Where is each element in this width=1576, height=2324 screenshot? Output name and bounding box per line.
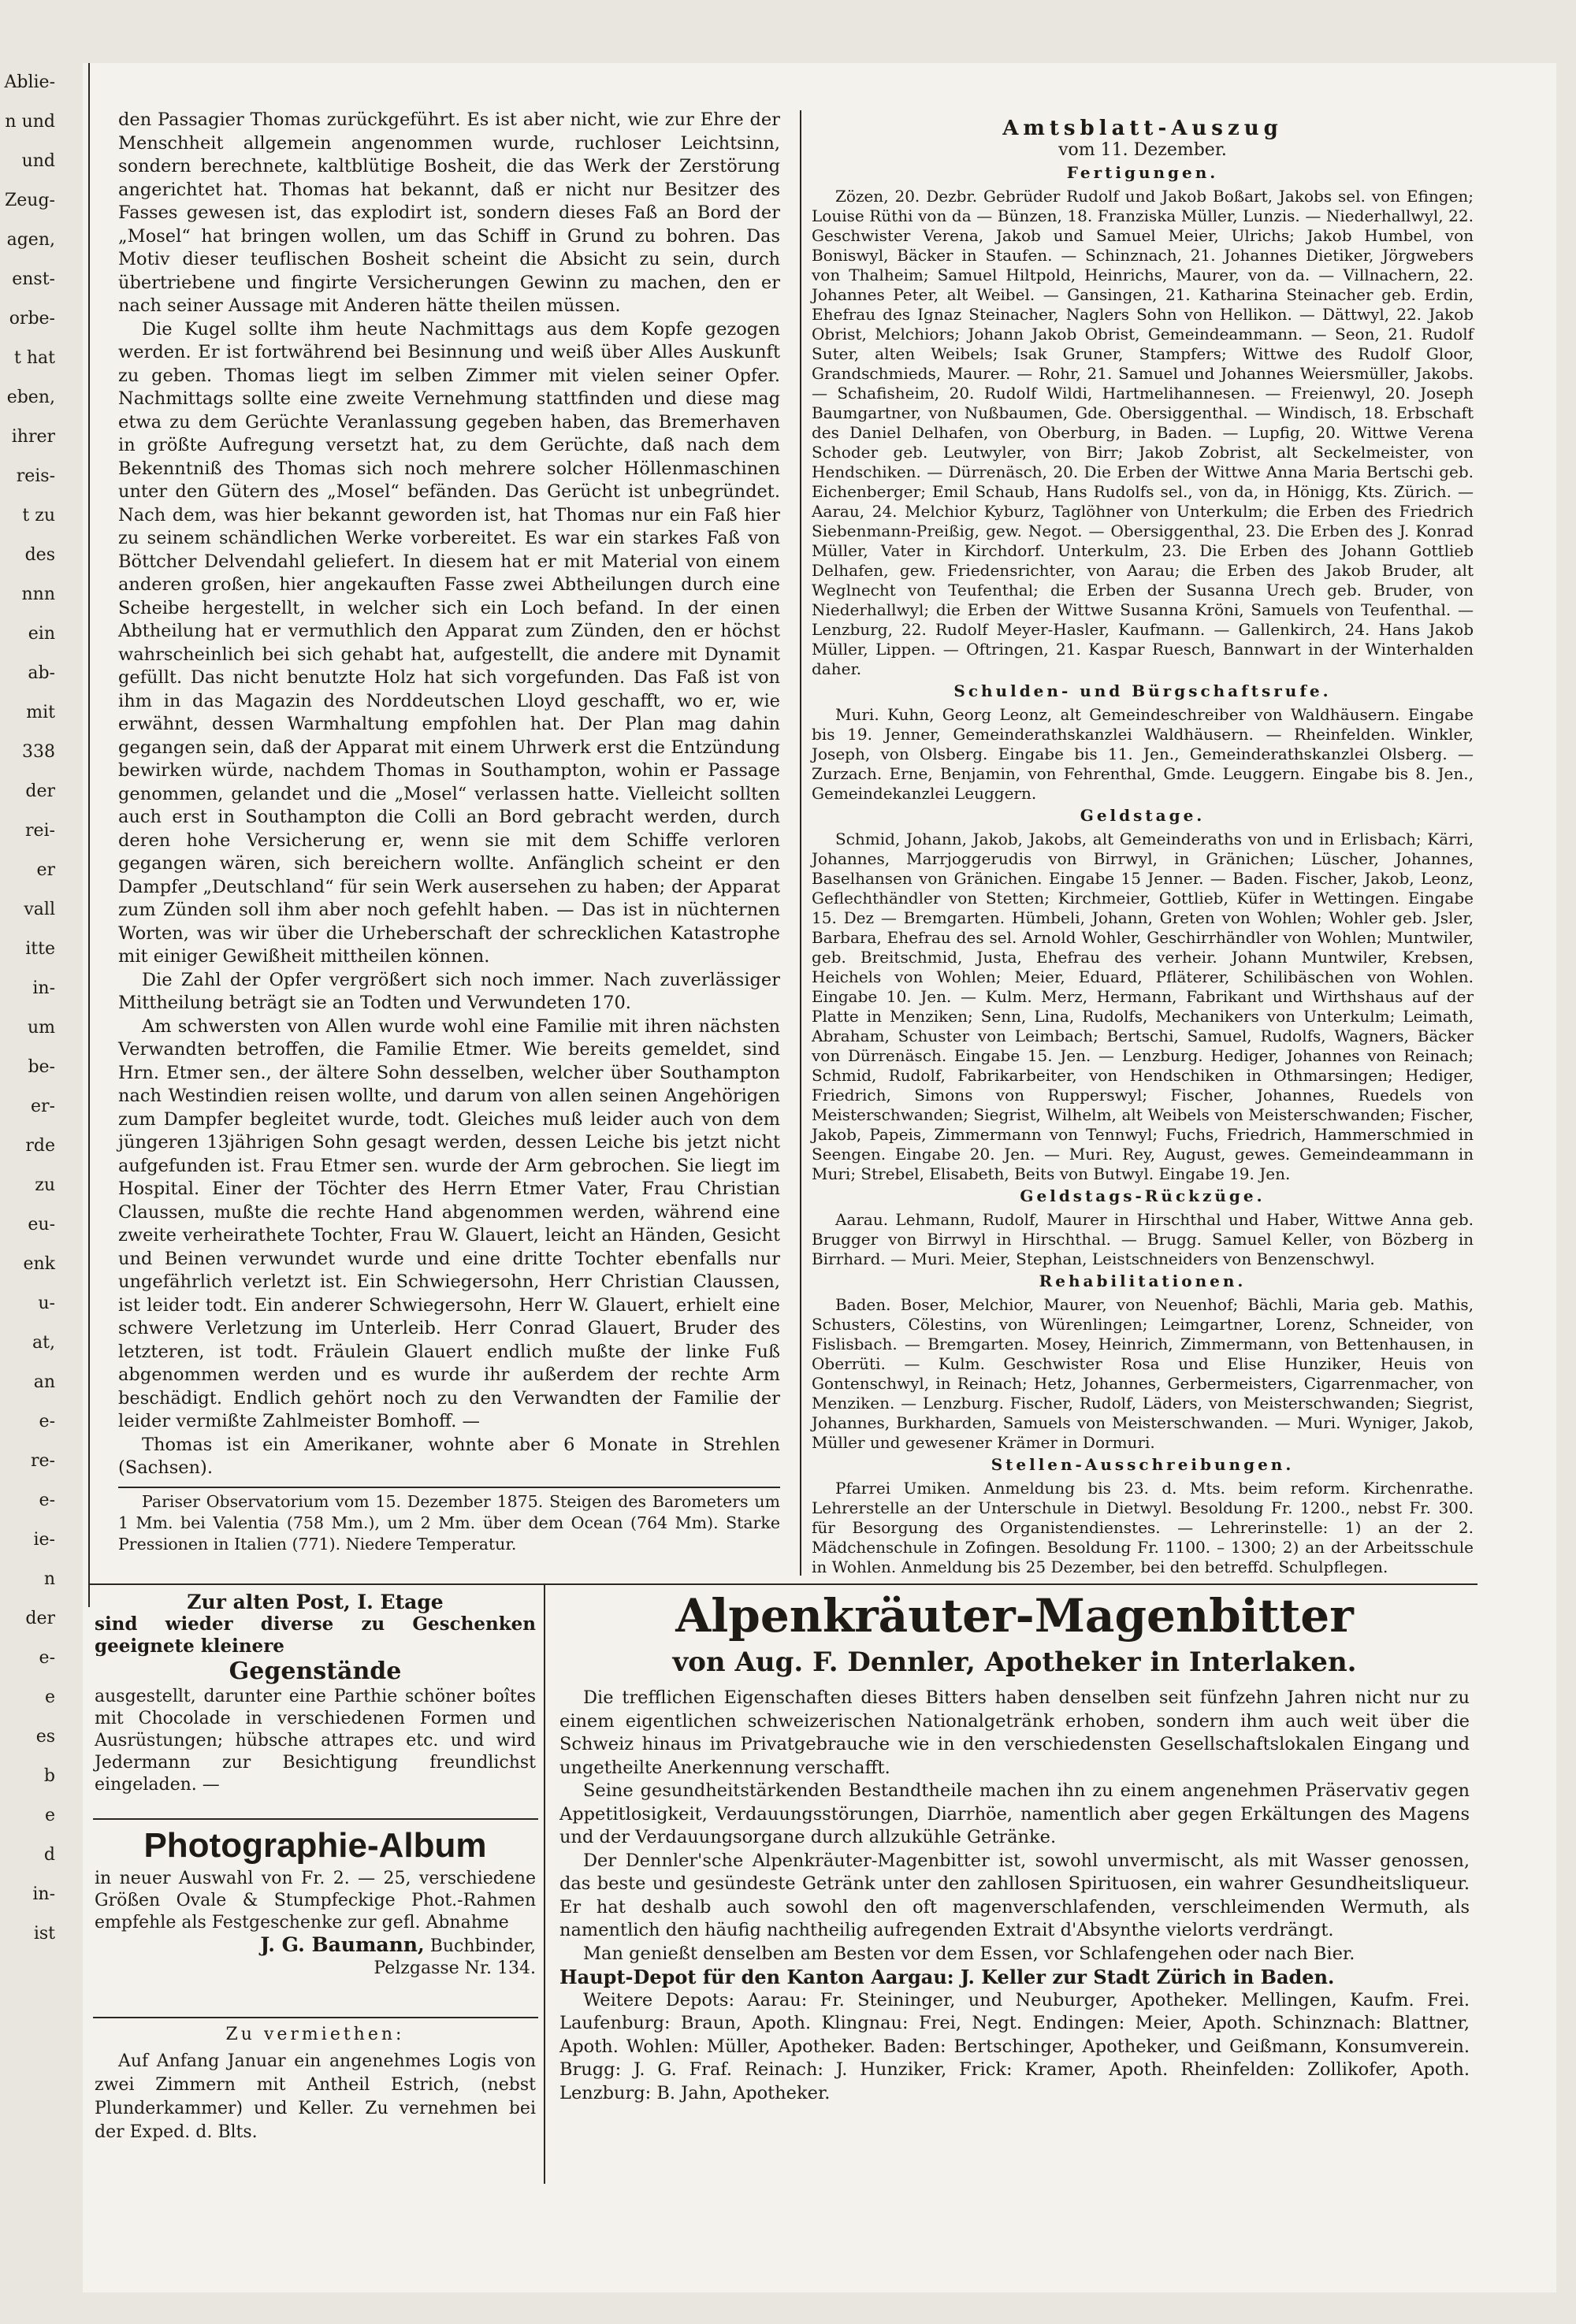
margin-fragment: reis- <box>16 466 55 486</box>
article-paragraph-3: Die Zahl der Opfer vergrößert sich noch immer. Nach zuverlässiger Mittheilung beträgt sie an Todten und Verwundeten 170. <box>118 969 780 1013</box>
margin-fragment: ist <box>33 1924 55 1943</box>
ad-album-body: in neuer Auswahl von Fr. 2. — 25, verschiedene Größen Ovale & Stumpfeckige Phot.-Rahmen empfehle als Festgeschenke zur gefl. Abnahme <box>95 1869 536 1932</box>
article-paragraph-1: den Passagier Thomas zurückgeführt. Es ist aber nicht, wie zur Ehre der Menschheit allgemein angenommen wurde, ruchloser Leichtsinn, sondern berechnete, kaltblütige Bosheit, die das Werk der Zerstörung angerichtet hat. Thomas hat bekannt, daß er nicht nur Besitzer des Fasses gewesen ist, das explodirt ist, sondern dieses Faß an Bord der „Mosel“ hat bringen wollen, um das Schiff in Grund zu bohren. Das Motiv dieser teuflischen Bosheit scheint die Absicht zu sein, durch übertriebene und fingirte Versicherungen Gewinn zu machen, den er nach seiner Aussage mit Anderen hätte theilen müssen. <box>118 110 780 316</box>
margin-fragment: re- <box>31 1451 55 1471</box>
margin-fragment: zu <box>35 1175 55 1195</box>
margin-fragment: eben, <box>6 388 55 407</box>
margin-fragment: u- <box>38 1294 55 1313</box>
margin-fragment: n und <box>5 112 55 132</box>
ad-bitter-paragraph-1: Die trefflichen Eigenschaften dieses Bitters haben denselben seit fünfzehn Jahren nicht nur zu einem eigentlichen schweizerischen Nationalgetränk erhoben, sondern ihm auch weit über die Schweiz hinaus im Privatgebrauche wie in den verschiedensten Gesellschaftslokalen Eingang und ungetheilte Anerkennung verschafft. <box>559 1687 1470 1778</box>
left-margin-fragments <box>0 63 55 1943</box>
margin-fragment: rde <box>25 1136 55 1156</box>
article-paragraph-4: Am schwersten von Allen wurde wohl eine Familie mit ihren nächsten Verwandten betroffen, die Familie Etmer. Wie bereits gemeldet, sind Hrn. Etmer sen., der ältere Sohn desselben, welcher über Southampton nach Westindien reisen wollte, und darum von allen seinen Angehörigen zum Dampfer begleitet wurde, todt. Gleiches muß leider auch von dem jüngeren 13jährigen Sohn gesagt werden, dessen Leiche bis jetzt nicht aufgefunden ist. Frau Etmer sen. wurde der Arm gebrochen. Sie liegt im Hospital. Einer der Töchter des Herrn Etmer Vater, Frau Christian Claussen, mußte die rechte Hand abgenommen werden, während eine zweite verheirathete Tochter, Frau W. Glauert, leicht an Händen, Gesicht und Beinen verwundet wurde und eine dritte Tochter ebenfalls nur ungefährlich verletzt ist. Ein Schwiegersohn, Herr Christian Claussen, ist leider todt. Ein anderer Schwiegersohn, Herr W. Glauert, erhielt eine schwere Verletzung im Unterleib. Herr Conrad Glauert, Bruder des letzteren, ist todt. Fräulein Glauert endlich mußte der linke Fuß abgenommen werden und es wurde ihr außerdem der rechte Arm beschädigt. Endlich gehört noch zu den Verwandten der Familie der leider vermißte Zahlmeister Bomhoff. — <box>118 1015 780 1431</box>
margin-fragment: t zu <box>22 506 55 525</box>
ad-post-headline: Gegenstände <box>229 1658 402 1685</box>
ad-separator-2 <box>93 2017 538 2018</box>
article-paragraph-2: Die Kugel sollte ihm heute Nachmittags aus dem Kopfe gezogen werden. Er ist fortwährend bei Besinnung und weiß über Alles Auskunft zu geben. Thomas liegt im selben Zimmer mit vielen seiner Opfer. Nachmittags sollte eine zweite Vernehmung stattfinden und diese mag etwa zu dem Gerüchte Veranlassung gegeben haben, das Bremerhaven in größte Aufregung versetzt hat, zu dem Gerüchte, daß nach dem Bekenntniß des Thomas sich noch mehrere solcher Höllenmaschinen unter den Gütern des „Mosel“ befänden. Das Gerücht ist unbegründet. Nach dem, was hier bekannt geworden ist, hat Thomas nur ein Faß hier zu seinem schändlichen Werke vorbereitet. Es war ein starkes Faß von Böttcher Delvendahl geliefert. In diesem hat er mit Material von einem anderen großen, hier angekauften Fasse zwei Abtheilungen durch eine Scheibe hergestellt, in welcher sich ein Loch befand. In der einen Abtheilung hat er vermuthlich den Apparat zum Zünden, den er höchst wahrscheinlich bei sich gehabt hat, aufgestellt, die andere mit Dynamit gefüllt. Das nicht benutzte Holz hat sich vorgefunden. Das Faß ist von ihm in das Magazin des Norddeutschen Lloyd geschafft, wo er, wie erwähnt, dessen Warmhaltung empfohlen hat. Der Plan mag dahin gegangen sein, daß der Apparat mit einem Uhrwerk erst die Entzündung bewirken würde, nachdem Thomas in Southampton, wohin er Passage genommen, gelandet und die „Mosel“ verlassen hatte. Vielleicht sollten auch erst in Southampton die Colli an Bord gebracht werden, durch deren hohe Versicherung er, wenn sie mit dem Schiffe verloren gegangen wären, sich bereichern wollte. Anfänglich scheint er den Dampfer „Deutschland“ für sein Werk ausersehen zu haben; der Apparat zum Zünden soll ihm aber noch gefehlt haben. — Das ist in nüchternen Worten, was wir über die Urheberschaft der schrecklichen Katastrophe mit einiger Gewißheit mittheilen können. <box>118 318 780 967</box>
margin-fragment: an <box>33 1372 55 1392</box>
ad-bitter-paragraph-4: Man genießt denselben am Besten vor dem Essen, vor Schlafengehen oder nach Bier. <box>583 1943 1355 1964</box>
weather-rule <box>118 1487 780 1488</box>
section-text-rehabilitationen: Baden. Boser, Melchior, Maurer, von Neuenhof; Bächli, Maria geb. Mathis, Schusters, Cölestins, von Würenlingen; Leimgartner, Lorenz, Schneider, von Fislisbach. — Bremgarten. Mosey, Heinrich, Zimmermann, von Bettenhausen, in Oberrüti. — Kulm. Geschwister Rosa und Elise Hunziker, Heuis von Gontenschwyl, in Reinach; Hetz, Johannes, Gerbermeisters, Cigarrenmacher, von Menziken. — Lenzburg. Fischer, Rudolf, Läders, von Meisterschwanden; Siegrist, Johannes, Burkharden, Samuels von Meisterschwanden. — Muri. Wyniger, Jakob, Müller und gewesener Krämer in Dormuri. <box>812 1295 1474 1452</box>
ad-album-trade: Buchbinder, <box>429 1936 536 1956</box>
section-text-fertigungen: Zözen, 20. Dezbr. Gebrüder Rudolf und Jakob Boßart, Jakobs sel. von Efingen; Louise Rüthi von da — Bünzen, 18. Franziska Müller, Lunzis. — Niederhallwyl, 22. Geschwister Verena, Jakob und Samuel Meier, Ulrichs; Jakob Humbel, von Boniswyl, Bäcker in Staufen. — Schinznach, 21. Johannes Dietiker, Jörgwebers von Thalheim; Samuel Hiltpold, Heinrichs, Maurer, von da. — Villnachern, 22. Johannes Peter, alt Weibel. — Gansingen, 21. Katharina Steinacher geb. Erdin, Ehefrau des Ignaz Steinacher, Naglers Sohn von Hellikon. — Dättwyl, 22. Jakob Obrist, Melchiors; Johann Jakob Obrist, Gemeindeammann. — Seon, 21. Rudolf Suter, alten Weibels; Isak Gruner, Stampfers; Wittwe des Rudolf Gloor, Grandschmieds, Maurer. — Rohr, 21. Samuel und Johannes Weiersmüller, Jakobs. — Schafisheim, 20. Rudolf Wildi, Hartmelihannesen. — Freienwyl, 20. Joseph Baumgartner, von Nußbaumen, Gde. Obersiggenthal. — Windisch, 18. Erbschaft des Daniel Delhafen, von Oberburg, in Baden. — Lupfig, 20. Wittwe Verena Schoder geb. Leutwyler, von Birr; Jakob Zobrist, alt Seckelmeister, von Hendschiken. — Dürrenäsch, 20. Die Erben der Wittwe Anna Maria Bertschi geb. Eichenberger; Emil Schaub, Hans Rudolfs sel., von da, in Hönigg, Kts. Zürich. — Aarau, 24. Melchior Kyburz, Taglöhner von Unterkulm; die Erben des Friedrich Siebenmann-Preißig, gew. Negot. — Obersiggenthal, 23. Die Erben des J. Konrad Müller, Vater in Kirchdorf. Unterkulm, 23. Die Erben des Johann Gottlieb Delhafen, gew. Friedensrichter, von Aarau; die Erben des Jakob Bruder, alt Weglnecht von Teufenthal; die Erben der Susanna Urech geb. Bruder, von Niederhallwyl; die Erben der Wittwe Susanna Kröni, Samuels von Teufenthal. — Lenzburg, 22. Rudolf Meyer-Hasler, Kaufmann. — Gallenkirch, 24. Hans Jakob Müller, Lippen. — Oftringen, 21. Kaspar Ruesch, Bannwart in der Winterhalden daher. <box>812 187 1474 678</box>
margin-fragment: e <box>44 1806 55 1825</box>
margin-fragment: der <box>25 781 55 801</box>
section-heading-geldstage: Geldstage. <box>1080 806 1206 825</box>
section-text-schulden: Muri. Kuhn, Georg Leonz, alt Gemeindeschreiber von Waldhäusern. Eingabe bis 19. Jenner, Gemeinderathskanzlei Waldhäusern. — Rheinfelden. Winkler, Joseph, von Olsberg. Eingabe bis 11. Jen., Gemeinderathskanzlei Olsberg. — Zurzach. Erne, Benjamin, von Fehrenthal, Gmde. Leuggern. Eingabe bis 8. Jen., Gemeindekanzlei Leuggern. <box>812 705 1474 803</box>
margin-fragment: und <box>21 151 55 171</box>
ad-album-address: Pelzgasse Nr. 134. <box>374 1958 536 1978</box>
section-heading-schulden: Schulden- und Bürgschaftsrufe. <box>953 681 1332 700</box>
section-text-stellen: Pfarrei Umiken. Anmeldung bis 23. d. Mts. beim reform. Kirchenrathe. Lehrerstelle an der Unterschule in Dietwyl. Besoldung Fr. 1200., nebst Fr. 300. für Besorgung des Organistendienstes. — Lehrerinstelle: 1) an der 2. Mädchenschule in Zofingen. Besoldung Fr. 1100. – 1300; 2) an der Arbeitsschule in Wohlen. Anmeldung bis 25 Dezember, bei den betreffd. Schulpflegen. <box>812 1479 1474 1576</box>
section-heading-stellen: Stellen-Ausschreibungen. <box>991 1455 1295 1474</box>
ad-magenbitter <box>559 1587 1470 2105</box>
margin-fragment: in- <box>32 978 55 998</box>
margin-fragment: rei- <box>24 821 55 841</box>
margin-fragment: ihrer <box>11 427 55 447</box>
ad-bitter-depots: Weitere Depots: Aarau: Fr. Steininger, und Neuburger, Apotheker. Mellingen, Kaufm. Frei. Laufenburg: Braun, Apoth. Klingnau: Frei, Negt. Endingen: Meier, Apoth. Schinznach: Blattner, Apoth. Wohlen: Müller, Apotheker. Baden: Bertschinger, Apotheker, und Geißmann, Konsumverein. Brugg: J. G. Fraf. Reinach: J. Hunziker, Frick: Kramer, Apoth. Rheinfelden: Zollikofer, Apoth. Lenzburg: B. Jahn, Apotheker. <box>559 1989 1470 2103</box>
article-paragraph-5: Thomas ist ein Amerikaner, wohnte aber 6 Monate in Strehlen (Sachsen). <box>118 1434 780 1478</box>
column-divider <box>800 110 801 1576</box>
ad-bitter-paragraph-3: Der Dennler'sche Alpenkräuter-Magenbitter ist, sowohl unvermischt, als mit Wasser genossen, das beste und gesündeste Getränk unter den zahllosen Spirituosen, ein wahrer Gesundheitsliqueur. Er hat deshalb auch sowohl den oft magenverschlafenden, verschleimenden Wermuth, als namentlich den häufig nachtheilig aufregenden Extrait d'Absynthe vielorts verdrängt. <box>559 1850 1470 1940</box>
ad-photo-album <box>95 1824 536 1980</box>
margin-fragment: ab- <box>28 663 55 683</box>
ad-bitter-depot: Haupt-Depot für den Kanton Aargau: J. Keller zur Stadt Zürich in Baden. <box>559 1966 1335 1988</box>
left-edge-rule <box>88 63 90 1607</box>
ad-rent-heading: Zu vermiethen: <box>225 2025 405 2044</box>
ad-album-name: J. G. Baumann, <box>260 1933 425 1956</box>
ad-alte-post <box>95 1591 536 1796</box>
ad-rent <box>95 2023 536 2144</box>
margin-fragment: es <box>35 1727 55 1747</box>
ads-top-rule <box>88 1583 1478 1585</box>
amtsblatt-title: Amtsblatt-Auszug <box>1002 117 1283 140</box>
margin-fragment: b <box>43 1766 55 1786</box>
margin-fragment: in- <box>32 1884 55 1904</box>
margin-fragment: e <box>44 1687 55 1707</box>
margin-fragment: ie- <box>33 1530 55 1550</box>
margin-fragment: nnn <box>21 585 55 604</box>
margin-fragment: itte <box>25 939 55 959</box>
section-heading-fertigungen: Fertigungen. <box>1066 163 1219 182</box>
margin-fragment: e- <box>39 1648 55 1668</box>
margin-fragment: be- <box>28 1057 55 1077</box>
margin-fragment: t hat <box>14 348 55 368</box>
ad-post-body: ausgestellt, darunter eine Parthie schöner boîtes mit Chocolade in verschiedenen Formen und Ausrüstungen; hübsche attrapes etc. und wird Jedermann zur Besichtigung freundlichst eingeladen. — <box>95 1687 536 1795</box>
margin-fragment: um <box>27 1018 55 1038</box>
amtsblatt-date: vom 11. Dezember. <box>1058 140 1227 160</box>
ad-post-line1: sind wieder diverse zu Geschenken geeignete kleinere <box>95 1613 536 1657</box>
ads-divider <box>544 1585 545 2184</box>
ad-post-title: Zur alten Post, I. Etage <box>187 1591 444 1613</box>
margin-fragment: der <box>25 1609 55 1628</box>
margin-fragment: e- <box>39 1412 55 1431</box>
main-article <box>118 109 780 1480</box>
margin-fragment: eu- <box>28 1215 55 1234</box>
amtsblatt-column <box>812 118 1474 1577</box>
margin-fragment: er <box>36 860 55 880</box>
weather-note: Pariser Observatorium vom 15. Dezember 1875. Steigen des Barometers um 1 Mm. bei Valentia (758 Mm.), um 2 Mm. über dem Ocean (764 Mm). Starke Pressionen in Italien (771). Niedere Temperatur. <box>118 1492 780 1554</box>
section-text-geldstage: Schmid, Johann, Jakob, Jakobs, alt Gemeinderaths von und in Erlisbach; Kärri, Johannes, Marrjoggerudis von Birrwyl, in Gränichen; Lüscher, Johannes, Baselhansen von Gränichen. Eingabe 15 Jenner. — Baden. Fischer, Jakob, Leonz, Geflechthändler von Stetten; Kirchmeier, Gottlieb, Küfer in Wettingen. Eingabe 15. Dez — Bremgarten. Hümbeli, Johann, Greten von Wohlen; Wohler geb. Jsler, Barbara, Ehefrau des sel. Arnold Wohler, Geschirrhändler von Wohlen; Muntwiler, geb. Breitschmid, Justa, Ehefrau des verheir. Johann Muntwiler, Krebsen, Heichels von Wohlen; Meier, Eduard, Pfläterer, Schilibäschen von Wohlen. Eingabe 10. Jen. — Kulm. Merz, Hermann, Fabrikant und Wirthshaus auf der Platte in Menziken; Senn, Lina, Rudolfs, Mechanikers von Unterkulm; Leimath, Abraham, Schuster von Leimbach; Bertschi, Samuel, Rudolfs, Wagners, Bäcker von Dürrenäsch. Eingabe 15. Jen. — Lenzburg. Hediger, Johannes von Reinach; Schmid, Rudolf, Fabrikarbeiter, von Hendschiken in Othmarsingen; Hediger, Friedrich, Simons von Rupperswyl; Fischer, Johannes, Ruedels von Meisterschwanden; Siegrist, Wilhelm, alt Weibels von Meisterschwanden; Fischer, Jakob, Papeis, Zimmermann von Tennwyl; Fuchs, Friedrich, Hammerschmied in Seengen. Eingabe 20. Jen. — Muri. Rey, August, gewes. Gemeindeammann in Muri; Strebel, Elisabeth, Beits von Butwyl. Eingabe 19. Jen. <box>812 830 1474 1183</box>
margin-fragment: d <box>43 1845 55 1865</box>
margin-fragment: vall <box>24 900 55 919</box>
ad-bitter-headline: Alpenkräuter-Magenbitter <box>675 1589 1354 1643</box>
margin-fragment: Zeug- <box>5 191 55 210</box>
margin-fragment: enst- <box>12 269 55 289</box>
ad-album-signature <box>95 1934 536 1958</box>
section-text-rueckzuege: Aarau. Lehmann, Rudolf, Maurer in Hirschthal und Haber, Wittwe Anna geb. Brugger von Birrwyl in Hirschthal. — Brugg. Samuel Keller, von Bözberg in Birrhard. — Muri. Meier, Stephan, Leistschneiders von Benzenschwyl. <box>812 1210 1474 1268</box>
section-heading-rueckzuege: Geldstags-Rückzüge. <box>1020 1186 1266 1205</box>
margin-fragment: mit <box>26 703 55 722</box>
margin-fragment: e- <box>39 1491 55 1510</box>
margin-fragment: agen, <box>6 230 55 250</box>
margin-fragment: n <box>43 1569 55 1589</box>
ad-separator-1 <box>93 1818 538 1820</box>
margin-fragment: ein <box>28 624 55 644</box>
section-heading-rehabilitationen: Rehabilitationen. <box>1039 1272 1247 1290</box>
margin-fragment: enk <box>23 1254 55 1274</box>
margin-fragment: des <box>24 545 55 565</box>
ad-bitter-paragraph-2: Seine gesundheitstärkenden Bestandtheile machen ihn zu einem angenehmen Präservativ gegen Appetitlosigkeit, Verdauungsstörungen, Diarrhöe, namentlich aber gegen Erkältungen des Magens und der Verdauungsorgane durch allzukühle Getränke. <box>559 1780 1470 1847</box>
ad-bitter-byline: von Aug. F. Dennler, Apotheker in Interlaken. <box>672 1646 1357 1678</box>
margin-fragment: Ablie- <box>4 72 55 92</box>
margin-fragment: orbe- <box>9 309 55 329</box>
ad-rent-body: Auf Anfang Januar ein angenehmes Logis von zwei Zimmern mit Antheil Estrich, (nebst Plunderkammer) und Keller. Zu vernehmen bei der Exped. d. Blts. <box>95 2051 536 2142</box>
margin-fragment: er- <box>31 1097 55 1116</box>
ad-album-headline: Photographie-Album <box>143 1826 487 1865</box>
margin-fragment: 338 <box>22 742 55 762</box>
margin-fragment: at, <box>32 1333 55 1353</box>
